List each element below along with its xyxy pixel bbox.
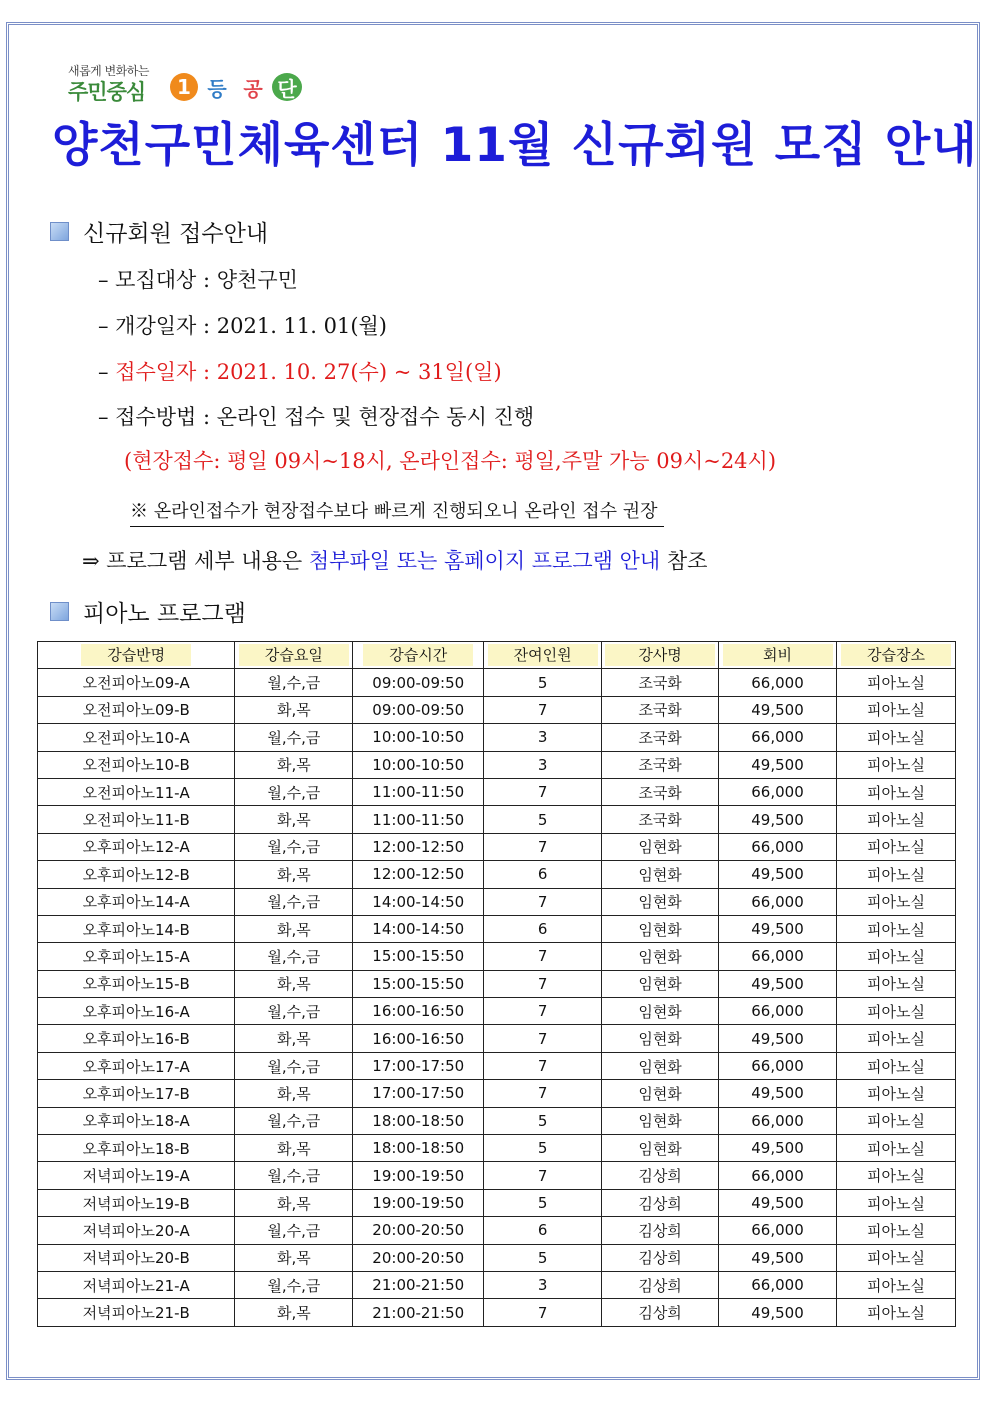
column-header-remaining-seats	[484, 642, 602, 669]
cell-class-time: 20:00-20:50	[353, 1244, 484, 1271]
cell-class-time: 11:00-11:50	[353, 778, 484, 805]
cell-instructor: 조국화	[602, 806, 719, 833]
logo-tagline: 새롭게 변화하는	[68, 64, 149, 78]
cell-class-name: 오전피아노10-A	[38, 724, 235, 751]
table-row	[38, 998, 956, 1025]
cell-class-name: 오후피아노17-B	[38, 1080, 235, 1107]
cell-location: 피아노실	[836, 943, 955, 970]
cell-class-name: 오후피아노14-B	[38, 915, 235, 942]
cell-fee: 66,000	[719, 1271, 837, 1298]
table-row	[38, 1189, 956, 1216]
cell-instructor: 김상희	[602, 1189, 719, 1216]
reference-prefix: ⇒ 프로그램 세부 내용은	[82, 549, 303, 573]
cell-fee: 66,000	[719, 888, 837, 915]
cell-remaining-seats: 5	[484, 669, 602, 696]
cell-location: 피아노실	[836, 915, 955, 942]
cell-location: 피아노실	[836, 1080, 955, 1107]
cell-instructor: 조국화	[602, 751, 719, 778]
cell-class-time: 12:00-12:50	[353, 861, 484, 888]
logo-mark	[170, 70, 302, 104]
cell-instructor: 임현화	[602, 943, 719, 970]
cell-class-time: 16:00-16:50	[353, 1025, 484, 1052]
cell-fee: 66,000	[719, 1107, 837, 1134]
cell-class-days: 화,목	[235, 751, 353, 778]
column-header-class-time	[353, 642, 484, 669]
logo-char: 단	[272, 73, 302, 101]
cell-class-time: 18:00-18:50	[353, 1107, 484, 1134]
cell-fee: 49,500	[719, 1189, 837, 1216]
cell-class-days: 화,목	[235, 915, 353, 942]
cell-remaining-seats: 3	[484, 1271, 602, 1298]
cell-fee: 49,500	[719, 1080, 837, 1107]
table-row	[38, 751, 956, 778]
table-row	[38, 970, 956, 997]
cell-class-days: 월,수,금	[235, 778, 353, 805]
cell-remaining-seats: 7	[484, 833, 602, 860]
cell-instructor: 김상희	[602, 1244, 719, 1271]
cell-class-time: 18:00-18:50	[353, 1135, 484, 1162]
logo-name: 주민중심	[68, 80, 146, 104]
cell-fee: 66,000	[719, 1162, 837, 1189]
cell-remaining-seats: 7	[484, 1025, 602, 1052]
cell-class-time: 14:00-14:50	[353, 888, 484, 915]
table-row	[38, 1299, 956, 1326]
cell-location: 피아노실	[836, 888, 955, 915]
cell-instructor: 임현화	[602, 1107, 719, 1134]
cell-fee: 49,500	[719, 806, 837, 833]
cell-class-name: 오후피아노12-A	[38, 833, 235, 860]
cell-class-time: 17:00-17:50	[353, 1080, 484, 1107]
table-row	[38, 833, 956, 860]
cell-class-time: 10:00-10:50	[353, 751, 484, 778]
cell-location: 피아노실	[836, 1217, 955, 1244]
cell-class-days: 월,수,금	[235, 943, 353, 970]
cell-remaining-seats: 7	[484, 1052, 602, 1079]
cell-instructor: 임현화	[602, 1052, 719, 1079]
table-row	[38, 806, 956, 833]
table-row	[38, 888, 956, 915]
column-header-location	[836, 642, 955, 669]
cell-class-name: 오후피아노16-A	[38, 998, 235, 1025]
cell-instructor: 임현화	[602, 1025, 719, 1052]
cell-class-time: 15:00-15:50	[353, 970, 484, 997]
cell-class-days: 화,목	[235, 1244, 353, 1271]
cell-remaining-seats: 3	[484, 751, 602, 778]
cell-remaining-seats: 5	[484, 1135, 602, 1162]
info-hours: (현장접수: 평일 09시~18시, 온라인접수: 평일,주말 가능 09시~24시)	[124, 449, 777, 473]
cell-class-name: 오후피아노15-A	[38, 943, 235, 970]
table-row	[38, 915, 956, 942]
cell-remaining-seats: 6	[484, 861, 602, 888]
cell-fee: 66,000	[719, 778, 837, 805]
cell-class-name: 오후피아노12-B	[38, 861, 235, 888]
cell-class-days: 화,목	[235, 1025, 353, 1052]
cell-fee: 66,000	[719, 1052, 837, 1079]
cell-fee: 49,500	[719, 1299, 837, 1326]
cell-remaining-seats: 7	[484, 1080, 602, 1107]
cell-instructor: 김상희	[602, 1271, 719, 1298]
cell-location: 피아노실	[836, 1107, 955, 1134]
cell-location: 피아노실	[836, 998, 955, 1025]
table-row	[38, 1025, 956, 1052]
cell-fee: 49,500	[719, 751, 837, 778]
cell-fee: 66,000	[719, 998, 837, 1025]
piano-program-table	[37, 641, 956, 1327]
cell-instructor: 임현화	[602, 1080, 719, 1107]
column-header-class-days	[235, 642, 353, 669]
cell-class-name: 오후피아노18-B	[38, 1135, 235, 1162]
cell-class-days: 월,수,금	[235, 888, 353, 915]
cell-remaining-seats: 5	[484, 1107, 602, 1134]
cell-class-name: 오후피아노17-A	[38, 1052, 235, 1079]
cell-class-name: 오후피아노14-A	[38, 888, 235, 915]
cell-instructor: 임현화	[602, 833, 719, 860]
cell-class-days: 월,수,금	[235, 724, 353, 751]
cell-location: 피아노실	[836, 696, 955, 723]
cell-fee: 66,000	[719, 724, 837, 751]
cell-location: 피아노실	[836, 970, 955, 997]
organization-logo	[66, 62, 326, 104]
cell-class-name: 오전피아노11-B	[38, 806, 235, 833]
cell-fee: 49,500	[719, 861, 837, 888]
cell-location: 피아노실	[836, 861, 955, 888]
cell-fee: 66,000	[719, 1217, 837, 1244]
cell-remaining-seats: 7	[484, 998, 602, 1025]
cell-instructor: 임현화	[602, 970, 719, 997]
info-start-date: – 개강일자 : 2021. 11. 01(월)	[98, 314, 388, 338]
column-header-label: 강습장소	[841, 644, 951, 666]
cell-remaining-seats: 3	[484, 724, 602, 751]
cell-instructor: 임현화	[602, 915, 719, 942]
cell-instructor: 임현화	[602, 1135, 719, 1162]
cell-remaining-seats: 7	[484, 943, 602, 970]
cell-class-days: 월,수,금	[235, 998, 353, 1025]
cell-class-days: 월,수,금	[235, 1162, 353, 1189]
cell-remaining-seats: 5	[484, 806, 602, 833]
cell-remaining-seats: 7	[484, 696, 602, 723]
cell-instructor: 조국화	[602, 696, 719, 723]
cell-fee: 49,500	[719, 696, 837, 723]
cell-location: 피아노실	[836, 778, 955, 805]
cell-location: 피아노실	[836, 751, 955, 778]
cell-instructor: 김상희	[602, 1217, 719, 1244]
cell-fee: 66,000	[719, 669, 837, 696]
table-row	[38, 724, 956, 751]
online-note: ※ 온라인접수가 현장접수보다 빠르게 진행되오니 온라인 접수 권장	[130, 497, 664, 527]
cell-remaining-seats: 7	[484, 1299, 602, 1326]
cell-fee: 66,000	[719, 943, 837, 970]
table-row	[38, 1162, 956, 1189]
cell-fee: 66,000	[719, 833, 837, 860]
table-row	[38, 1080, 956, 1107]
cell-fee: 49,500	[719, 1025, 837, 1052]
table-row	[38, 1217, 956, 1244]
cell-class-time: 10:00-10:50	[353, 724, 484, 751]
section-heading-text: 신규회원 접수안내	[83, 221, 269, 247]
cell-location: 피아노실	[836, 1189, 955, 1216]
info-target: – 모집대상 : 양천구민	[98, 268, 298, 292]
cell-class-days: 화,목	[235, 1080, 353, 1107]
cell-class-time: 16:00-16:50	[353, 998, 484, 1025]
cell-class-name: 오후피아노16-B	[38, 1025, 235, 1052]
info-method: – 접수방법 : 온라인 접수 및 현장접수 동시 진행	[98, 405, 535, 429]
cell-remaining-seats: 7	[484, 1162, 602, 1189]
cell-class-name: 오전피아노09-B	[38, 696, 235, 723]
cell-instructor: 김상희	[602, 1299, 719, 1326]
reception-date-text: 접수일자 : 2021. 10. 27(수) ~ 31일(일)	[115, 360, 502, 384]
cell-class-name: 저녁피아노19-A	[38, 1162, 235, 1189]
cell-location: 피아노실	[836, 806, 955, 833]
square-bullet-icon	[50, 222, 69, 241]
cell-class-days: 화,목	[235, 1189, 353, 1216]
cell-remaining-seats: 5	[484, 1244, 602, 1271]
logo-char: 공	[243, 76, 263, 101]
cell-class-days: 화,목	[235, 1135, 353, 1162]
cell-class-days: 월,수,금	[235, 1107, 353, 1134]
cell-class-name: 오전피아노09-A	[38, 669, 235, 696]
cell-location: 피아노실	[836, 724, 955, 751]
cell-class-days: 화,목	[235, 861, 353, 888]
cell-remaining-seats: 5	[484, 1189, 602, 1216]
cell-remaining-seats: 6	[484, 1217, 602, 1244]
logo-number-one-icon: 1	[170, 73, 198, 101]
cell-remaining-seats: 7	[484, 888, 602, 915]
column-header-label: 강습시간	[363, 644, 473, 666]
cell-instructor: 조국화	[602, 669, 719, 696]
cell-class-name: 저녁피아노20-A	[38, 1217, 235, 1244]
cell-class-time: 09:00-09:50	[353, 669, 484, 696]
cell-class-time: 21:00-21:50	[353, 1299, 484, 1326]
cell-location: 피아노실	[836, 1271, 955, 1298]
column-header-instructor	[602, 642, 719, 669]
cell-class-time: 21:00-21:50	[353, 1271, 484, 1298]
section-heading-text: 피아노 프로그램	[83, 601, 246, 627]
column-header-class-name	[38, 642, 235, 669]
column-header-label: 회비	[723, 644, 833, 666]
cell-fee: 49,500	[719, 1135, 837, 1162]
cell-class-days: 월,수,금	[235, 1271, 353, 1298]
cell-instructor: 임현화	[602, 861, 719, 888]
reference-highlight: 첨부파일 또는 홈페이지 프로그램 안내	[308, 549, 661, 573]
cell-location: 피아노실	[836, 1299, 955, 1326]
cell-class-days: 월,수,금	[235, 1217, 353, 1244]
cell-class-time: 12:00-12:50	[353, 833, 484, 860]
cell-class-days: 화,목	[235, 806, 353, 833]
table-row	[38, 1107, 956, 1134]
cell-class-time: 15:00-15:50	[353, 943, 484, 970]
dash: –	[98, 360, 109, 384]
table-row	[38, 1052, 956, 1079]
table-row	[38, 1271, 956, 1298]
cell-remaining-seats: 7	[484, 970, 602, 997]
cell-class-time: 20:00-20:50	[353, 1217, 484, 1244]
cell-class-name: 저녁피아노21-B	[38, 1299, 235, 1326]
logo-char: 등	[207, 76, 227, 101]
cell-remaining-seats: 6	[484, 915, 602, 942]
table-row	[38, 1244, 956, 1271]
cell-class-name: 저녁피아노21-A	[38, 1271, 235, 1298]
cell-class-days: 월,수,금	[235, 1052, 353, 1079]
cell-instructor: 임현화	[602, 998, 719, 1025]
cell-class-time: 19:00-19:50	[353, 1162, 484, 1189]
cell-instructor: 임현화	[602, 888, 719, 915]
column-header-fee	[719, 642, 837, 669]
table-row	[38, 669, 956, 696]
table-row	[38, 1135, 956, 1162]
table-row	[38, 778, 956, 805]
table-row	[38, 943, 956, 970]
square-bullet-icon	[50, 602, 69, 621]
cell-location: 피아노실	[836, 1025, 955, 1052]
cell-fee: 49,500	[719, 915, 837, 942]
section-heading-registration	[50, 215, 268, 248]
cell-class-time: 14:00-14:50	[353, 915, 484, 942]
cell-class-days: 화,목	[235, 970, 353, 997]
cell-class-days: 화,목	[235, 696, 353, 723]
cell-instructor: 조국화	[602, 724, 719, 751]
reference-suffix: 참조	[666, 549, 708, 573]
cell-class-name: 오전피아노11-A	[38, 778, 235, 805]
cell-location: 피아노실	[836, 833, 955, 860]
table-header-row	[38, 642, 956, 669]
reference-line	[82, 545, 707, 575]
cell-class-days: 화,목	[235, 1299, 353, 1326]
cell-instructor: 김상희	[602, 1162, 719, 1189]
table-row	[38, 696, 956, 723]
cell-class-name: 오후피아노15-B	[38, 970, 235, 997]
cell-class-time: 11:00-11:50	[353, 806, 484, 833]
cell-class-time: 19:00-19:50	[353, 1189, 484, 1216]
cell-location: 피아노실	[836, 1052, 955, 1079]
cell-class-days: 월,수,금	[235, 833, 353, 860]
page-title: 양천구민체육센터 11월 신규회원 모집 안내	[52, 118, 978, 173]
column-header-label: 강습반명	[81, 644, 191, 666]
column-header-label: 강사명	[605, 644, 715, 666]
cell-location: 피아노실	[836, 669, 955, 696]
cell-class-name: 저녁피아노19-B	[38, 1189, 235, 1216]
info-reception-date	[98, 356, 502, 386]
cell-class-days: 월,수,금	[235, 669, 353, 696]
cell-class-name: 오후피아노18-A	[38, 1107, 235, 1134]
cell-remaining-seats: 7	[484, 778, 602, 805]
cell-class-time: 09:00-09:50	[353, 696, 484, 723]
cell-instructor: 조국화	[602, 778, 719, 805]
column-header-label: 잔여인원	[488, 644, 598, 666]
section-heading-piano	[50, 595, 246, 628]
column-header-label: 강습요일	[239, 644, 349, 666]
cell-class-name: 오전피아노10-B	[38, 751, 235, 778]
cell-location: 피아노실	[836, 1244, 955, 1271]
table-row	[38, 861, 956, 888]
cell-location: 피아노실	[836, 1135, 955, 1162]
cell-class-time: 17:00-17:50	[353, 1052, 484, 1079]
cell-class-name: 저녁피아노20-B	[38, 1244, 235, 1271]
cell-fee: 49,500	[719, 1244, 837, 1271]
cell-fee: 49,500	[719, 970, 837, 997]
cell-location: 피아노실	[836, 1162, 955, 1189]
